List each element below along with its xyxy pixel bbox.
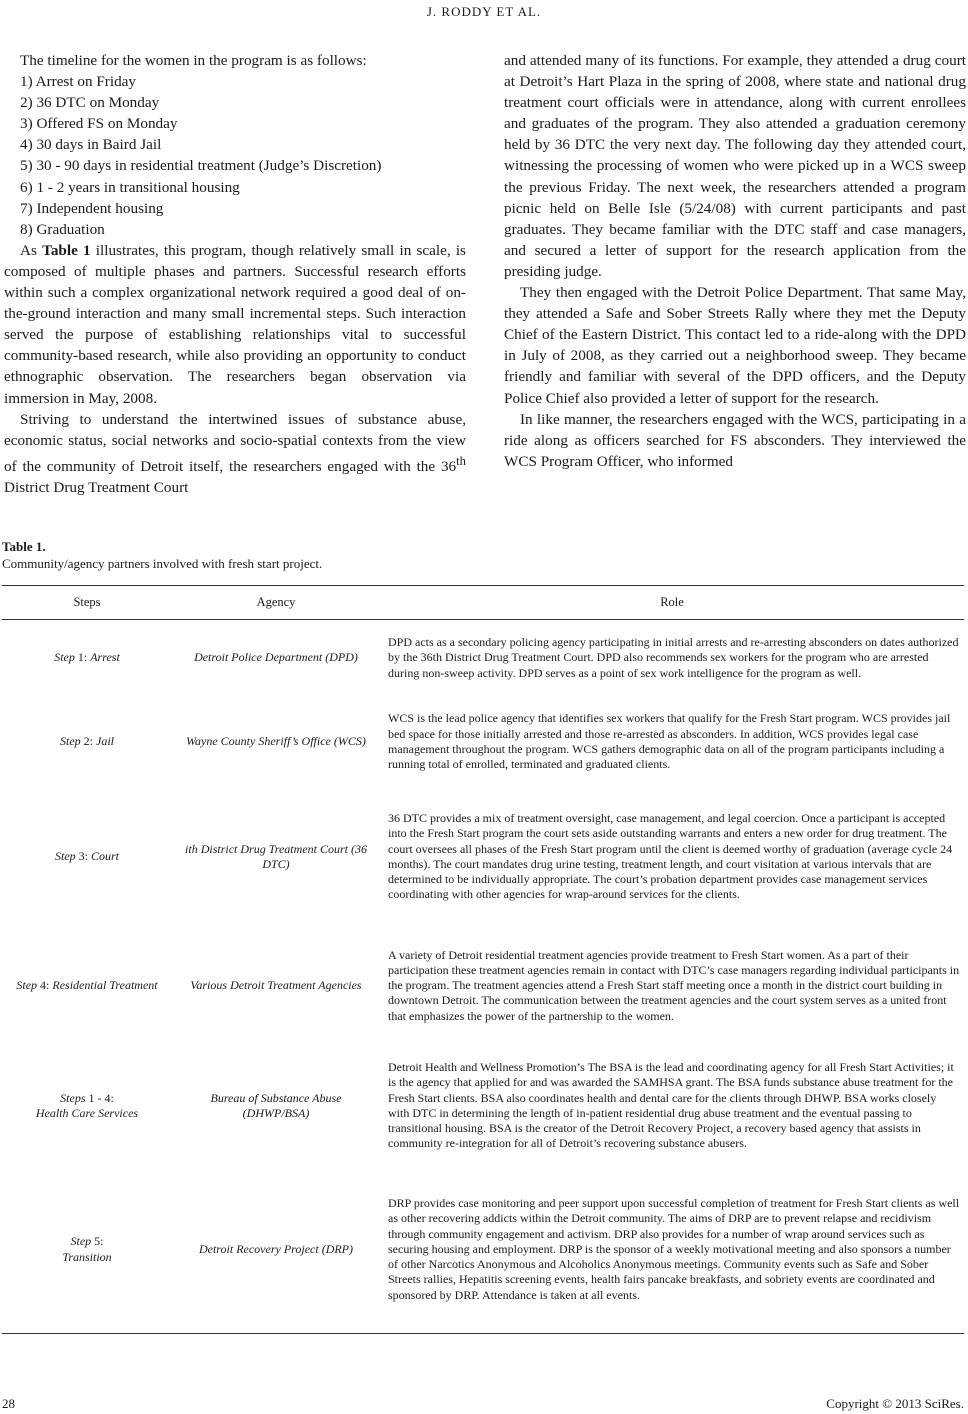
timeline-item: 6) 1 - 2 years in transitional housing — [20, 178, 240, 196]
table-header-row — [2, 586, 964, 620]
cell-agency: Bureau of Substance Abuse (DHWP/BSA) — [210, 1090, 342, 1120]
copyright: Copyright © 2013 SciRes. — [826, 1396, 964, 1411]
timeline-item: 8) Graduation — [20, 220, 105, 238]
table-row — [2, 926, 964, 1046]
header-agency: Agency — [172, 586, 380, 620]
cell-agency: Wayne County Sheriff’s Office (WCS) — [186, 734, 366, 749]
timeline-item: 2) 36 DTC on Monday — [20, 94, 160, 112]
paragraph: Striving to understand the intertwined issues of substance abuse, economic status, social networks and socio-spatial contexts from the view of the community of Detroit itself, the researchers engaged with the 36th District Drug Treatment Court — [4, 410, 466, 496]
paragraph: and attended many of its functions. For example, they attended a drug court at Detroit’s Hart Plaza in the spring of 2008, where state and national drug treatment court officials were in attendance, along with current enrollees and graduates of the program. They also attended a graduation ceremony held by 36 DTC the very next day. The following day they attended court, witnessing the processing of women who were picked up in a WCS sweep the previous Friday. The next week, the researchers attended a program picnic held on Belle Isle (5/24/08) with current participants and past graduates. They became familiar with the DTC staff and case managers, and secured a letter of support for the research application from the presiding judge. — [504, 52, 966, 280]
paragraph: As Table 1 illustrates, this program, though relatively small in scale, is composed of multiple phases and partners. Successful research efforts within such a complex organizational network required a good deal of on-the-ground interaction and many small incremental steps. Such interaction served the purpose of establishing relationships vital to successful community-based research, while also providing an opportunity to conduct ethnographic observation. The researchers began observation via immersion in May, 2008. — [4, 241, 466, 407]
cell-role: Detroit Health and Wellness Promotion’s The BSA is the lead and coordinating agency for all Fresh Start Activities; it is the agency that applied for and was awarded the SAMHSA grant. The BSA funds substance abuse treatment for the Fresh Start clients. BSA also coordinates health and dental care for the clients through DHWP. BSA works closely with DTC in determining the length of in-patient residential drug abuse treatment and the eventual passing to transitional housing. BSA is the creator of the Detroit Recovery Project, a recovery based agency that assists in community re-integration for all of Detroit’s recovering substance abusers. — [388, 1059, 954, 1151]
timeline-item: 5) 30 - 90 days in residential treatment (Judge’s Discretion) — [20, 157, 382, 175]
cell-agency: Various Detroit Treatment Agencies — [190, 978, 362, 993]
table-row — [2, 1046, 964, 1166]
cell-step: Step 5: Transition — [2, 1166, 172, 1334]
right-column — [504, 50, 966, 472]
header-steps: Steps — [2, 586, 172, 620]
timeline-intro: The timeline for the women in the program is as follows: — [20, 52, 367, 69]
table-row — [2, 620, 964, 696]
paragraph: In like manner, the researchers engaged with the WCS, participating in a ride along as officers searched for FS absconders. They interviewed the WCS Program Officer, who informed — [504, 410, 966, 470]
table-row — [2, 696, 964, 788]
cell-step: Step 4: Residential Treatment — [16, 978, 158, 993]
page-number: 28 — [2, 1396, 15, 1411]
cell-role: WCS is the lead police agency that identifies sex workers that qualify for the Fresh Start program. WCS provides jail bed space for those initially arrested and those re-arrested as absconders. In addition, WCS provides legal case management throughout the program. WCS gathers demographic data on all of the program participants including a running total of enrolled, terminated and graduated clients. — [388, 711, 951, 772]
header-role: Role — [380, 586, 964, 620]
cell-role: A variety of Detroit residential treatment agencies provide treatment to Fresh Start women. As a part of their participation these treatment agencies remain in contact with DTC’s case managers regarding individual participants in the program. The treatment agencies attend a Fresh Start staff meeting once a month in the district court building in downtown Detroit. The communication between the treatment agencies and the court system serves as a united front that emphasizes the power of the partnership to the women. — [388, 947, 960, 1023]
cell-role: 36 DTC provides a mix of treatment oversight, case management, and legal coercion. Once a participant is accepted into the Fresh Start program the court sets aside outstanding warrants and enters a new order for drug treatment. The court oversees all phases of the Fresh Start program until the client is deemed worthy of graduation (average cycle 24 months). The court mandates drug urine testing, treatment length, and court visitation at various intervals that are determined to be individually appropriate. The court’s probation department provides case management services coordinating with other agencies for wrap-around services for the clients. — [388, 810, 953, 902]
cell-step: Step 1: Arrest — [54, 650, 120, 665]
cell-role: DRP provides case monitoring and peer support upon successful completion of treatment for Fresh Start clients as well as other recovering addicts within the Detroit community. The aims of DRP are to prevent relapse and recidivism through community engagement and activism. DRP also provides for a number of wrap around services such as securing housing and employment. DRP is the sponsor of a weekly motivational meeting and also sponsors a number of other Narcotics Anonymous and Alcoholics Anonymous meetings. Community events such as Safe and Sober Streets rallies, Hepatitis screening events, health fairs pancake breakfasts, and sobriety events are coordinated and sponsored by DRP. Attendance is taken at all events. — [380, 1166, 964, 1334]
cell-agency: ith District Drug Treatment Court (36 DTC) — [185, 841, 367, 871]
running-head: J. RODDY ET AL. — [426, 4, 542, 19]
left-column — [4, 50, 466, 498]
cell-role: DPD acts as a secondary policing agency participating in initial arrests and re-arresting absconders on dates authorized by the 36th District Drug Treatment Court. DPD also recommends sex workers for the program who are arrested during non-sweep activity. DPD serves as a point of sex work intelligence for the program as well. — [388, 635, 959, 680]
cell-step: Steps 1 - 4: Health Care Services — [35, 1090, 139, 1120]
paragraph: They then engaged with the Detroit Police Department. That same May, they attended a Safe and Sober Streets Rally where they met the Deputy Chief of the Eastern District. This contact led to a ride-along with the DPD in July of 2008, as they carried out a neighborhood sweep. They became friendly and familiar with several of the DPD officers, and the Deputy Police Chief also provided a letter of support for the research. — [504, 284, 966, 407]
timeline-item: 7) Independent housing — [20, 199, 164, 217]
table-caption-text: Community/agency partners involved with fresh start project. — [2, 556, 323, 571]
cell-agency: Detroit Police Department (DPD) — [194, 650, 358, 665]
partners-table — [2, 585, 964, 1334]
cell-agency: Detroit Recovery Project (DRP) — [172, 1166, 380, 1334]
timeline-item: 1) Arrest on Friday — [20, 73, 136, 91]
cell-step: Step 2: Jail — [59, 734, 114, 749]
table-caption-label: Table 1. — [2, 539, 46, 554]
table-reference: Table 1 — [42, 241, 91, 259]
timeline-list — [4, 71, 466, 240]
cell-step: Step 3: Court — [54, 849, 120, 864]
table-row — [2, 1166, 964, 1334]
timeline-item: 4) 30 days in Baird Jail — [20, 136, 162, 154]
table-row — [2, 788, 964, 926]
timeline-item: 3) Offered FS on Monday — [20, 115, 178, 133]
table-caption — [2, 538, 322, 572]
